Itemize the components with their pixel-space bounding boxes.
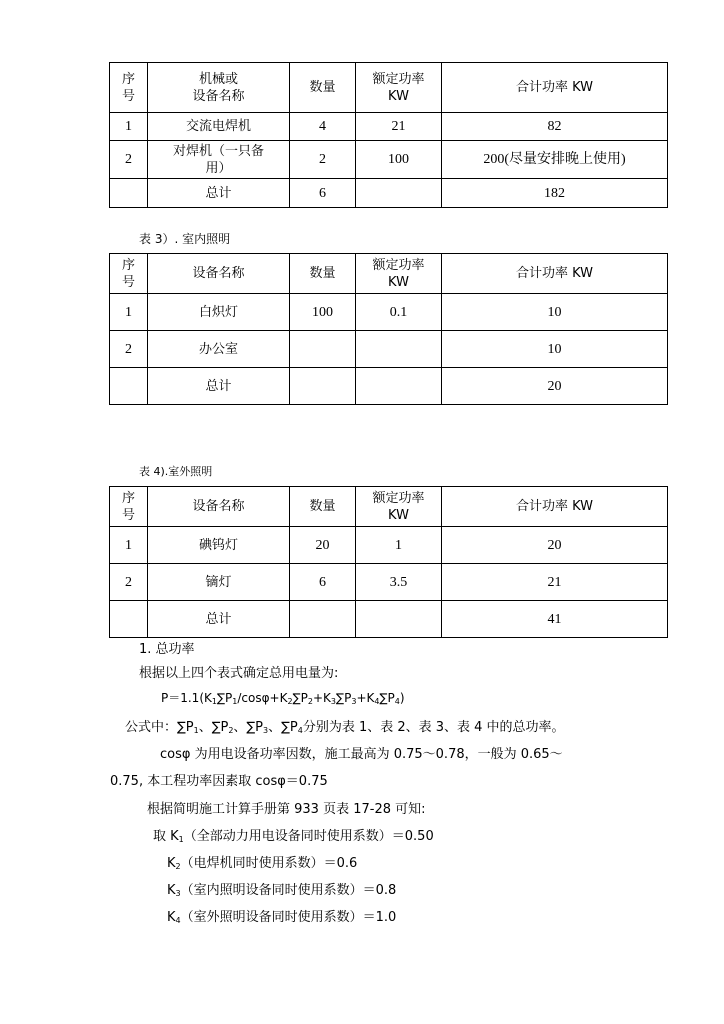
explain-sub: 2	[228, 726, 234, 735]
formula-part: +K	[312, 691, 331, 705]
cell-total: 20	[442, 527, 668, 564]
table-row	[110, 113, 668, 141]
header-qty: 数量	[290, 487, 356, 527]
cell-seq: 2	[110, 331, 148, 368]
cell-seq	[110, 368, 148, 405]
k4-sub: 4	[175, 916, 181, 925]
header-rated-power: 额定功率 KW	[356, 487, 442, 527]
table-header-row	[110, 254, 668, 294]
explain-part: 、∑P	[268, 720, 298, 735]
table-row	[110, 141, 668, 179]
power-factor-text: cosφ 为用电设备功率因数，施工最高为 0.75～0.78，一般为 0.65～	[160, 747, 563, 762]
cell-total: 200(尽量安排晚上使用)	[442, 141, 668, 179]
cell-rated: 3.5	[356, 564, 442, 601]
cell-seq: 2	[110, 564, 148, 601]
table-sum-row	[110, 179, 668, 208]
header-seq: 序 号	[110, 254, 148, 294]
header-name: 设备名称	[148, 487, 290, 527]
table-row	[110, 527, 668, 564]
formula-sub: 3	[351, 697, 357, 706]
cell-seq: 1	[110, 113, 148, 141]
header-qty: 数量	[290, 63, 356, 113]
k3-post: （室内照明设备同时使用系数）＝0.8	[180, 883, 397, 898]
coefficient-k2	[167, 852, 357, 871]
cell-rated: 21	[356, 113, 442, 141]
reference-text: 根据简明施工计算手册第 933 页表 17-28 可知:	[147, 802, 426, 817]
formula-sub: 3	[330, 697, 337, 706]
intro-text: 根据以上四个表式确定总用电量为:	[139, 666, 339, 681]
cell-qty: 20	[290, 527, 356, 564]
formula-sub: 2	[307, 697, 313, 706]
formula-part: ∑P	[336, 691, 352, 705]
explain-part: 公式中：∑P	[125, 720, 194, 735]
formula-sub: 1	[232, 697, 238, 706]
formula-explanation	[125, 716, 565, 735]
table-sum-row	[110, 601, 668, 638]
cell-name: 办公室	[148, 331, 290, 368]
table-row	[110, 331, 668, 368]
cell-qty	[290, 331, 356, 368]
table-row	[110, 294, 668, 331]
formula-sub: 2	[287, 697, 293, 706]
cell-qty: 6	[290, 564, 356, 601]
header-seq: 序 号	[110, 63, 148, 113]
k2-post: （电焊机同时使用系数）＝0.6	[180, 856, 358, 871]
k3-sub: 3	[175, 889, 181, 898]
k3-pre: K	[167, 883, 176, 898]
explain-part: 、∑P	[233, 720, 264, 735]
outdoor-lighting-table	[109, 486, 668, 638]
sum-qty	[290, 601, 356, 638]
k2-sub: 2	[175, 862, 181, 871]
cell-name: 镝灯	[148, 564, 290, 601]
k1-sub: 1	[178, 835, 184, 844]
section-heading: 1. 总功率	[139, 642, 195, 657]
sum-label: 总计	[148, 179, 290, 208]
table-caption-indoor: 表 3）. 室内照明	[139, 232, 231, 246]
cell-name: 碘钨灯	[148, 527, 290, 564]
formula-part: ∑P	[379, 691, 395, 705]
table-header-row	[110, 487, 668, 527]
sum-total: 182	[442, 179, 668, 208]
power-formula	[161, 689, 405, 706]
k4-pre: K	[167, 910, 176, 925]
sum-label: 总计	[148, 601, 290, 638]
cell-name: 交流电焊机	[148, 113, 290, 141]
cell-name: 白炽灯	[148, 294, 290, 331]
formula-part: ∑P	[216, 691, 233, 705]
cell-total: 10	[442, 294, 668, 331]
explain-sub: 1	[193, 726, 199, 735]
cell-rated	[356, 368, 442, 405]
explain-part: 、∑P	[198, 720, 229, 735]
cell-total: 82	[442, 113, 668, 141]
header-name: 设备名称	[148, 254, 290, 294]
cell-rated: 100	[356, 141, 442, 179]
formula-part: P＝1.1(K	[161, 691, 212, 705]
k2-pre: K	[167, 856, 176, 871]
cell-seq: 1	[110, 294, 148, 331]
power-factor-text-cont: 0.75, 本工程功率因素取 cosφ＝0.75	[110, 774, 328, 789]
k1-post: （全部动力用电设备同时使用系数）＝0.50	[183, 829, 434, 844]
header-total-power: 合计功率 KW	[442, 63, 668, 113]
cell-seq	[110, 179, 148, 208]
cell-rated	[356, 331, 442, 368]
k1-pre: 取 K	[153, 829, 179, 844]
cell-qty: 100	[290, 294, 356, 331]
formula-part: +K	[356, 691, 375, 705]
explain-sub: 4	[297, 726, 303, 735]
formula-sub: 1	[211, 697, 217, 706]
formula-sub: 4	[394, 697, 400, 706]
explain-part: 分别为表 1、表 2、表 3、表 4 中的总功率。	[302, 720, 565, 735]
cell-rated	[356, 179, 442, 208]
table-row	[110, 564, 668, 601]
cell-seq: 2	[110, 141, 148, 179]
cell-total: 21	[442, 564, 668, 601]
table-header-row	[110, 63, 668, 113]
header-total-power: 合计功率 KW	[442, 254, 668, 294]
table-sum-row	[110, 368, 668, 405]
cell-rated: 1	[356, 527, 442, 564]
table-caption-outdoor: 表 4).室外照明	[139, 465, 213, 478]
formula-sub: 4	[374, 697, 380, 706]
header-qty: 数量	[290, 254, 356, 294]
cell-name: 对焊机（一只备 用）	[148, 141, 290, 179]
coefficient-k3	[167, 879, 396, 898]
coefficient-k1	[153, 825, 434, 844]
sum-label: 总计	[148, 368, 290, 405]
header-rated-power: 额定功率 KW	[356, 254, 442, 294]
explain-sub: 3	[263, 726, 269, 735]
formula-part: )	[399, 691, 405, 705]
header-seq: 序 号	[110, 487, 148, 527]
cell-total: 10	[442, 331, 668, 368]
sum-qty: 6	[290, 179, 356, 208]
sum-qty	[290, 368, 356, 405]
header-rated-power: 额定功率 KW	[356, 63, 442, 113]
indoor-lighting-table	[109, 253, 668, 405]
cell-seq: 1	[110, 527, 148, 564]
formula-part: /cosφ+K	[237, 691, 288, 705]
sum-total: 41	[442, 601, 668, 638]
cell-rated	[356, 601, 442, 638]
formula-part: ∑P	[292, 691, 308, 705]
cell-seq	[110, 601, 148, 638]
cell-qty: 2	[290, 141, 356, 179]
coefficient-k4	[167, 906, 396, 925]
welding-table	[109, 62, 668, 208]
sum-total: 20	[442, 368, 668, 405]
cell-qty: 4	[290, 113, 356, 141]
cell-rated: 0.1	[356, 294, 442, 331]
header-name: 机械或 设备名称	[148, 63, 290, 113]
header-total-power: 合计功率 KW	[442, 487, 668, 527]
k4-post: （室外照明设备同时使用系数）＝1.0	[180, 910, 397, 925]
